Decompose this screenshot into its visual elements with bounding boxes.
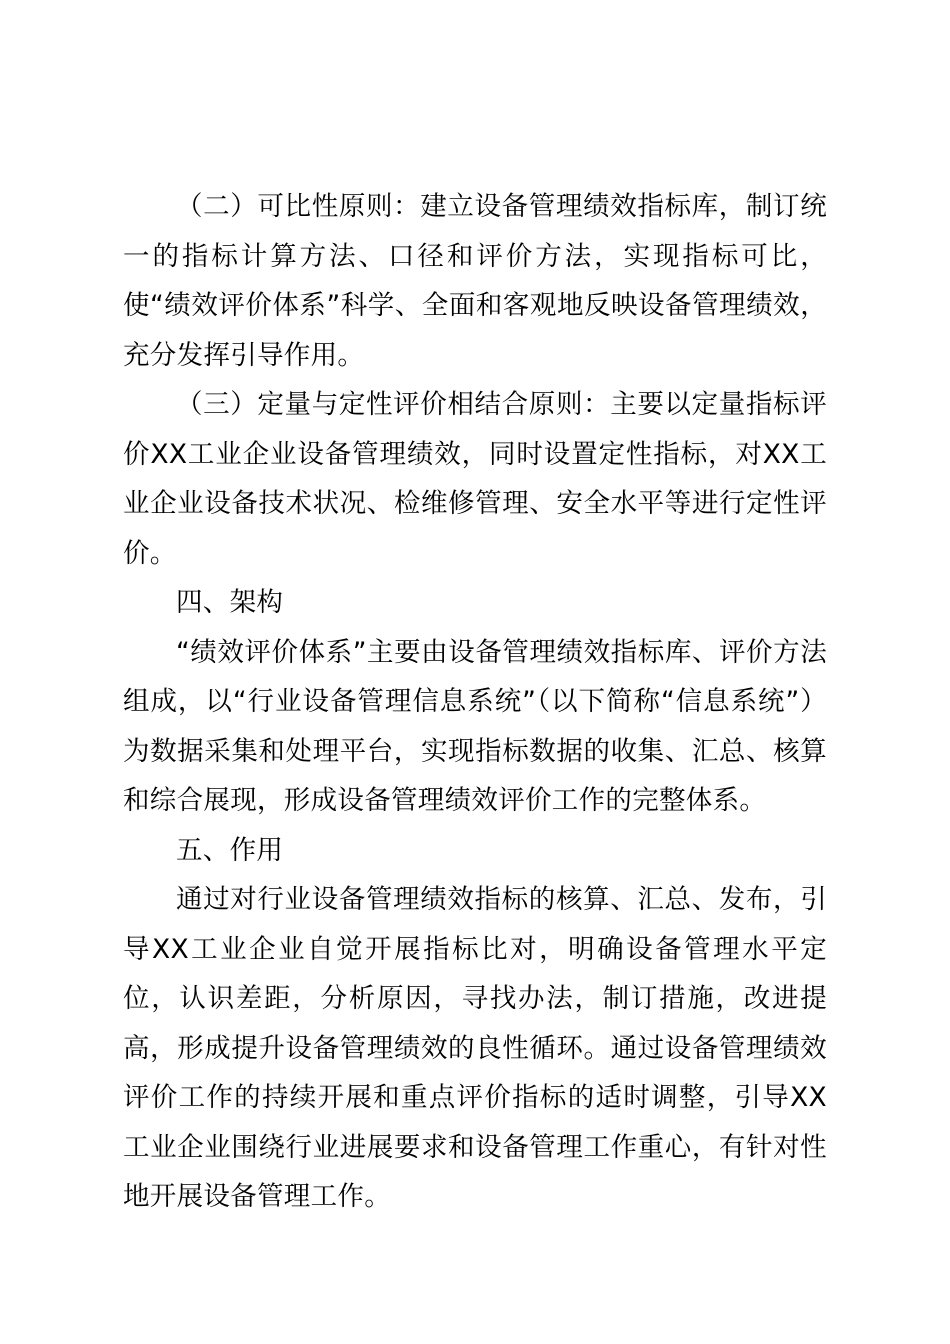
section-heading-function: 五、作用 — [176, 834, 284, 866]
document-page — [123, 182, 827, 1222]
paragraph-quantitative-qualitative-principle: （三）定量与定性评价相结合原则：主要以定量指标评价XX工业企业设备管理绩效，同时设置定性指标，对XX工业企业设备技术状况、检维修管理、安全水平等进行定性评价。 — [123, 389, 827, 569]
section-heading-architecture: 四、架构 — [176, 587, 284, 618]
paragraph-architecture: “绩效评价体系”主要由设备管理绩效指标库、评价方法组成，以“行业设备管理信息系统”（以下简称“信息系统”）为数据采集和处理平台，实现指标数据的收集、汇总、核算和综合展现，形成设备管理绩效评价工作的完整体系。 — [123, 636, 827, 816]
paragraph-function: 通过对行业设备管理绩效指标的核算、汇总、发布，引导XX工业企业自觉开展指标比对，明确设备管理水平定位，认识差距，分析原因，寻找办法，制订措施，改进提高，形成提升设备管理绩效的良性循环。通过设备管理绩效评价工作的持续开展和重点评价指标的适时调整，引导XX工业企业围绕行业进展要求和设备管理工作重心，有针对性地开展设备管理工作。 — [123, 884, 827, 1212]
paragraph-comparability-principle: （二）可比性原则：建立设备管理绩效指标库，制订统一的指标计算方法、口径和评价方法，实现指标可比，使“绩效评价体系”科学、全面和客观地反映设备管理绩效，充分发挥引导作用。 — [123, 191, 827, 371]
